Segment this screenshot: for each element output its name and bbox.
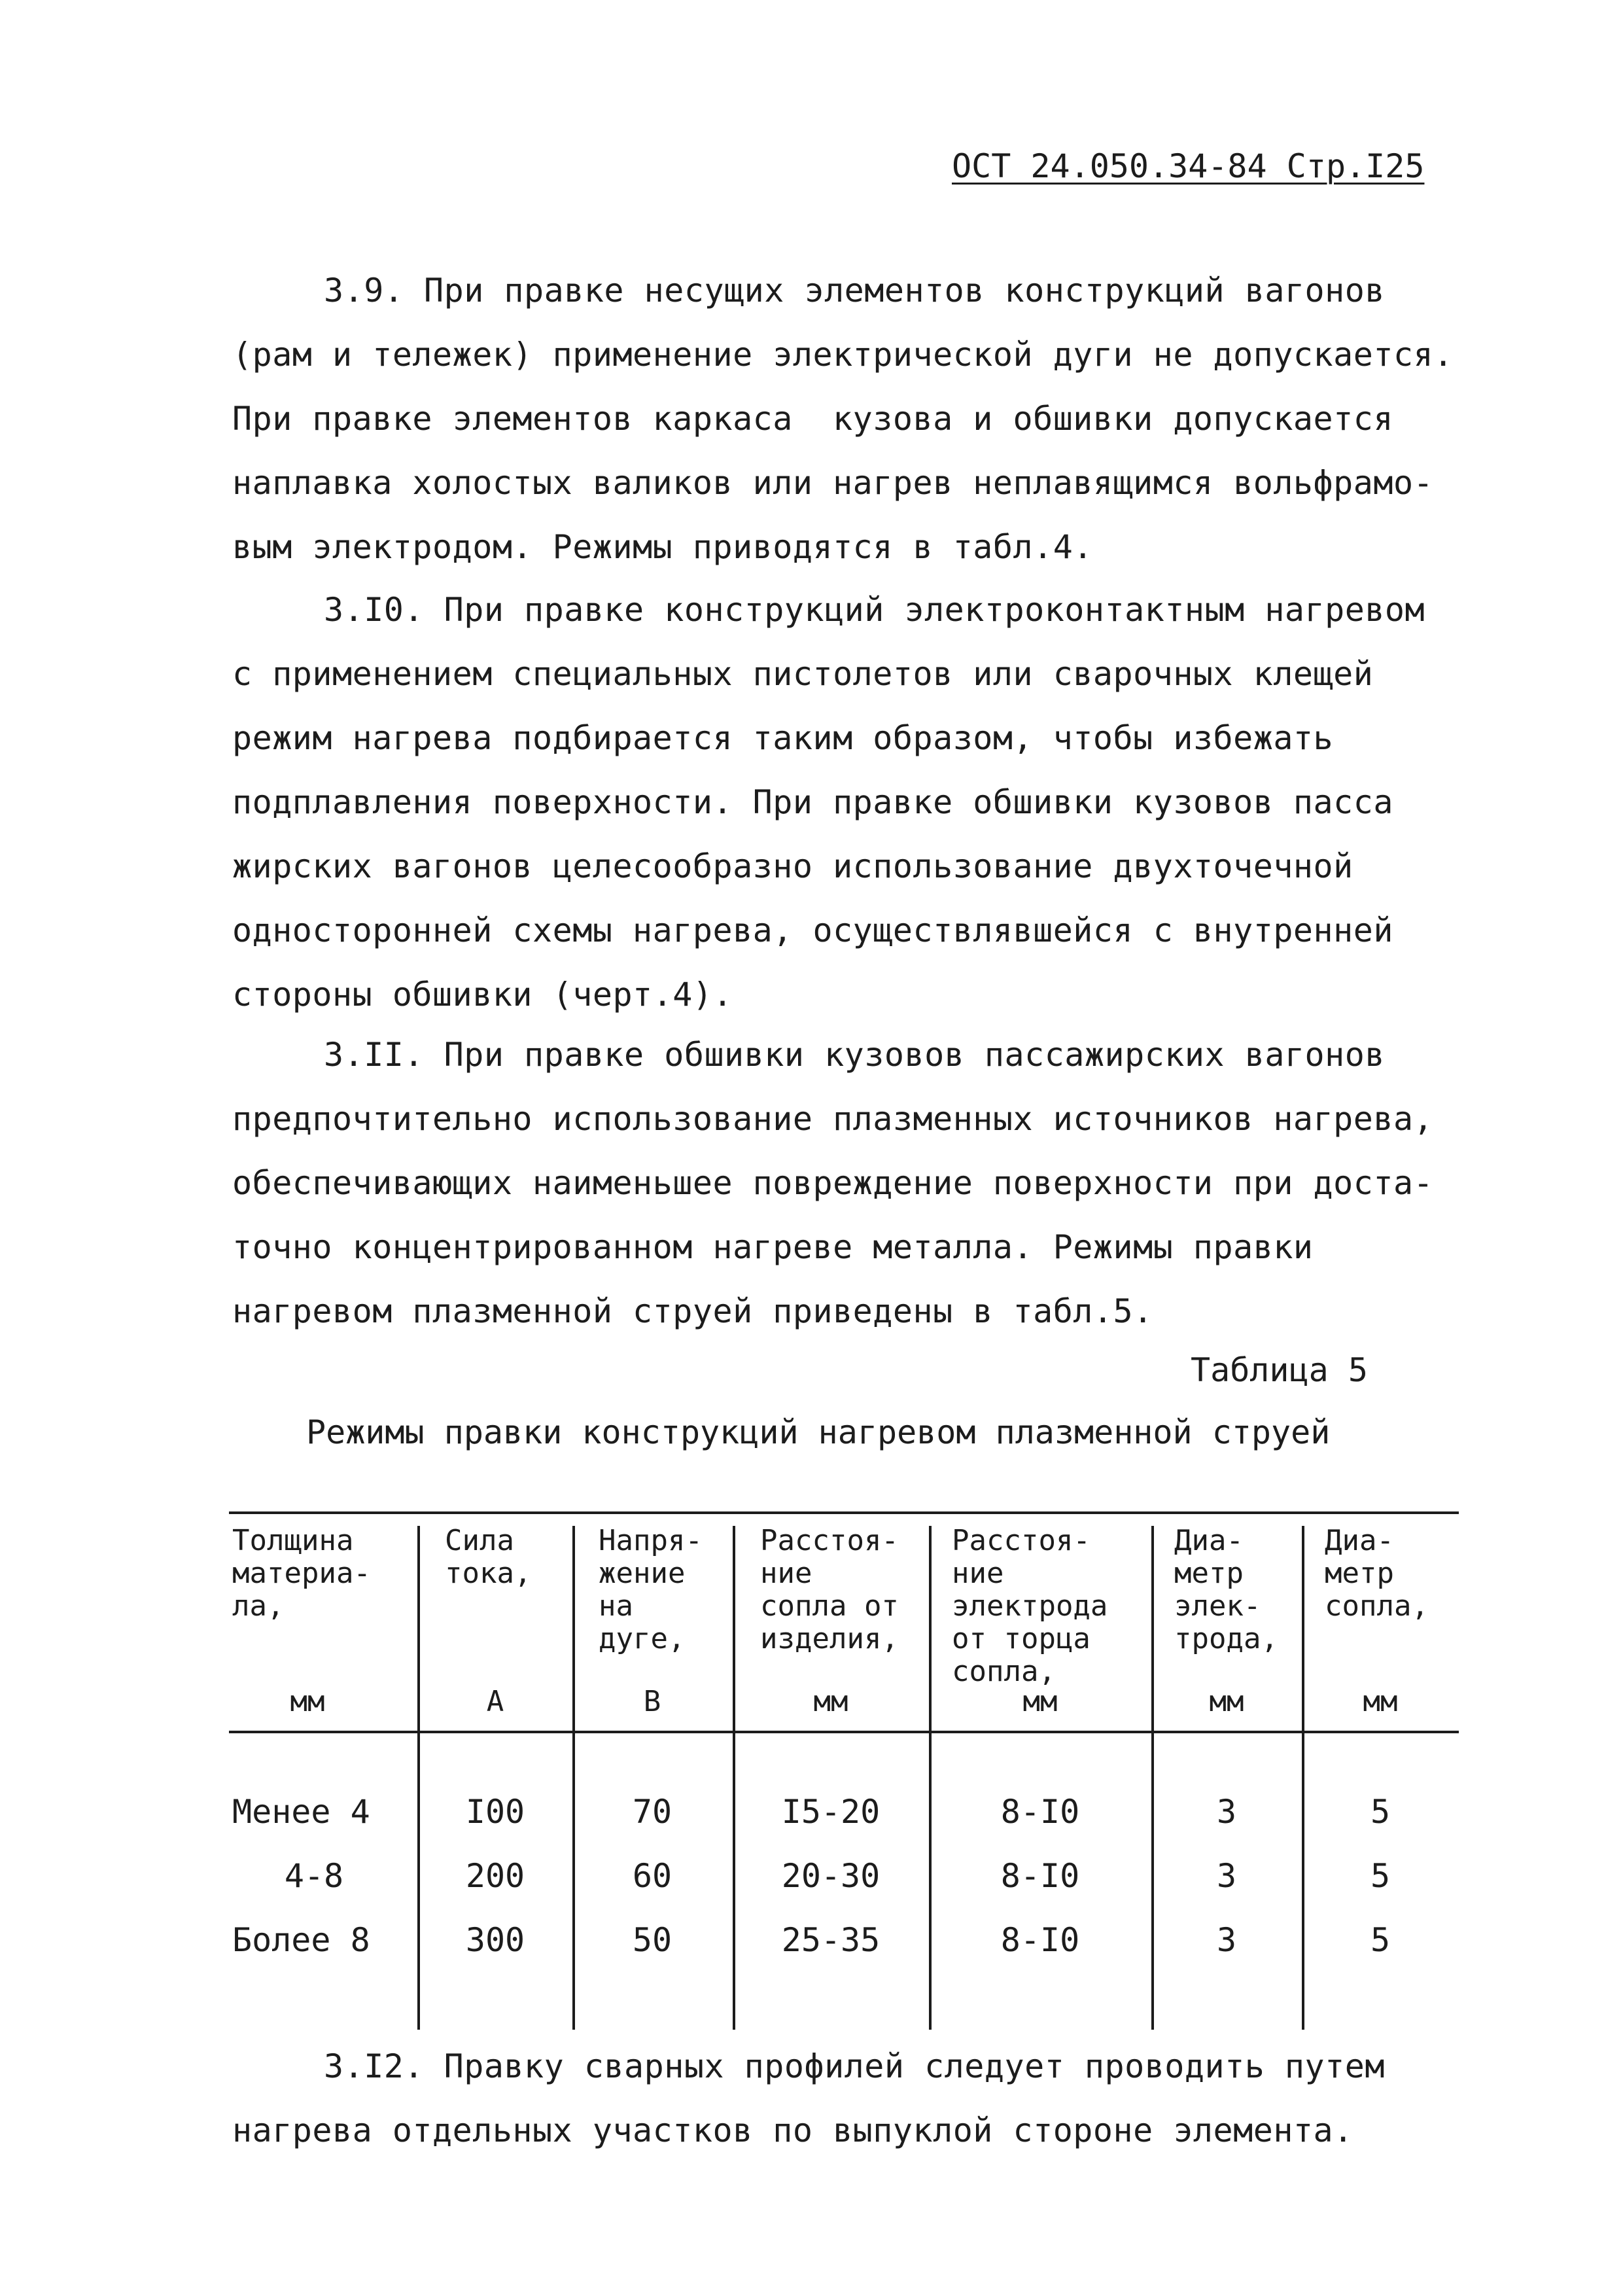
text-line: режим нагрева подбирается таким образом, чтобы избежать (232, 719, 1334, 757)
column-unit: мм (1022, 1685, 1058, 1718)
text-line: подплавления поверхности. При правке обшивки кузовов пасса (232, 783, 1393, 821)
text-line: (рам и тележек) применение электрической дуги не допускается. (232, 336, 1454, 374)
text-line: 3.II. При правке обшивки кузовов пассажирских вагонов (324, 1036, 1385, 1074)
column-header: Толщина материа- ла, (232, 1524, 371, 1623)
paragraph-3-9 (232, 258, 1454, 579)
table-cell: 5 (1370, 1921, 1391, 1959)
column-header: Диа- метр элек- трода, (1174, 1524, 1278, 1655)
table-cell: 3 (1216, 1793, 1237, 1831)
table-cell: 8-I0 (1000, 1793, 1080, 1831)
table-cell: 50 (632, 1921, 672, 1959)
table-cell: I5-20 (781, 1793, 881, 1831)
paragraph-3-11 (232, 1023, 1442, 1343)
table-header-rule (229, 1731, 1459, 1733)
column-divider (1302, 1526, 1304, 2030)
table-cell: Более 8 (232, 1921, 370, 1959)
table-top-rule (229, 1511, 1459, 1514)
text-line: наплавка холостых валиков или нагрев неплавящимся вольфрамо- (232, 464, 1434, 502)
paragraph-3-12 (232, 2034, 1442, 2163)
column-header: Расстоя- ние электрода от торца сопла, (952, 1524, 1108, 1688)
table-cell: 8-I0 (1000, 1921, 1080, 1959)
table-cell: 60 (632, 1857, 672, 1895)
text-line: 3.I2. Правку сварных профилей следует проводить путем (324, 2047, 1385, 2085)
table-cell: 300 (465, 1921, 525, 1959)
column-divider (1151, 1526, 1154, 2030)
column-divider (417, 1526, 420, 2030)
text-line: стороны обшивки (черт.4). (232, 976, 733, 1014)
text-line: с применением специальных пистолетов или сварочных клещей (232, 655, 1374, 693)
page-header: ОСТ 24.050.34-84 Стр.I25 (952, 147, 1425, 185)
column-unit: мм (1209, 1685, 1244, 1718)
table-cell: 8-I0 (1000, 1857, 1080, 1895)
text-line: нагревом плазменной струей приведены в табл.5. (232, 1292, 1153, 1330)
table-cell: 3 (1216, 1921, 1237, 1959)
table-cell: 20-30 (781, 1857, 881, 1895)
column-unit: мм (1363, 1685, 1398, 1718)
column-header: Сила тока, (445, 1524, 532, 1590)
text-line: нагрева отдельных участков по выпуклой стороне элемента. (232, 2111, 1353, 2149)
table-cell: I00 (465, 1793, 525, 1831)
column-header: Диа- метр сопла, (1325, 1524, 1429, 1623)
column-divider (733, 1526, 735, 2030)
table-cell: 5 (1370, 1793, 1391, 1831)
text-line: вым электродом. Режимы приводятся в табл.4. (232, 528, 1093, 566)
text-line: При правке элементов каркаса кузова и обшивки допускается (232, 400, 1393, 438)
column-unit: А (486, 1685, 504, 1718)
column-header: Расстоя- ние сопла от изделия, (760, 1524, 899, 1655)
column-header: Напря- жение на дуге, (599, 1524, 703, 1655)
table-cell: 3 (1216, 1857, 1237, 1895)
text-line: обеспечивающих наименьшее повреждение поверхности при доста- (232, 1164, 1434, 1202)
text-line: жирских вагонов целесообразно использование двухточечной (232, 847, 1353, 885)
table-cell: 70 (632, 1793, 672, 1831)
column-divider (929, 1526, 932, 2030)
column-unit: мм (290, 1685, 325, 1718)
text-line: точно концентрированном нагреве металла. Режимы правки (232, 1228, 1314, 1266)
column-unit: В (643, 1685, 661, 1718)
text-line: предпочтительно использование плазменных источников нагрева, (232, 1100, 1434, 1138)
text-line: 3.I0. При правке конструкций электроконтактным нагревом (324, 591, 1425, 629)
text-line: 3.9. При правке несущих элементов конструкций вагонов (324, 272, 1385, 309)
table-cell: Менее 4 (232, 1793, 370, 1831)
text-line: односторонней схемы нагрева, осуществлявшейся с внутренней (232, 911, 1393, 949)
table-cell: 5 (1370, 1857, 1391, 1895)
column-unit: мм (813, 1685, 848, 1718)
table-cell: 25-35 (781, 1921, 881, 1959)
table-5 (229, 1511, 1459, 2035)
table-cell: 200 (465, 1857, 525, 1895)
table-cell: 4-8 (284, 1857, 344, 1895)
paragraph-3-10 (232, 578, 1442, 1027)
table-title: Режимы правки конструкций нагревом плазменной струей (306, 1413, 1331, 1451)
column-divider (572, 1526, 575, 2030)
table-caption: Таблица 5 (1191, 1351, 1368, 1389)
